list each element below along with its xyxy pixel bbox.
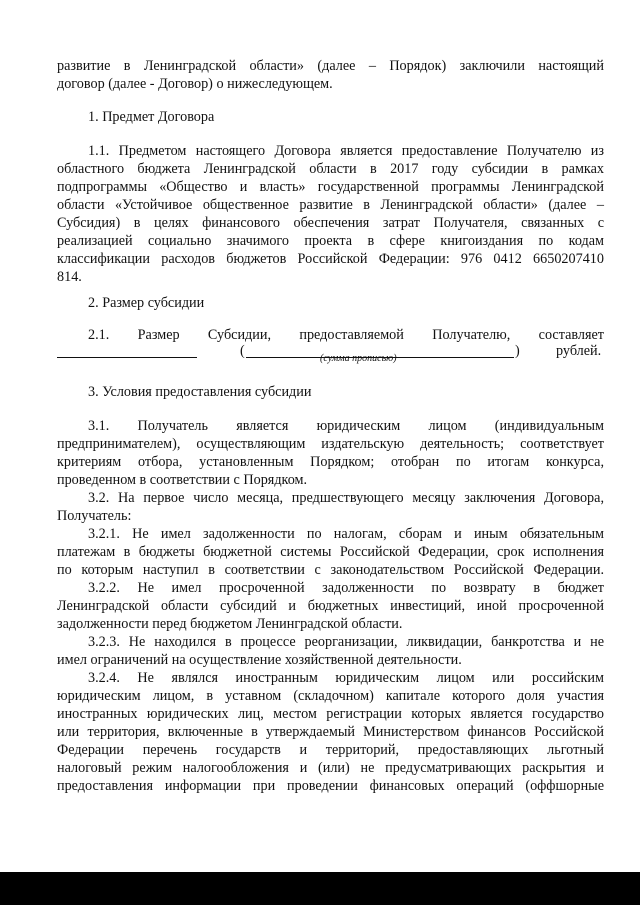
currency-label: рублей.: [556, 343, 602, 359]
text-line: налоговый режим налогообложения и (или) не предусматривающих раскрытия и: [57, 760, 604, 776]
text-line: 3.2. На первое число месяца, предшествующего месяцу заключения Договора,: [88, 490, 604, 506]
section-heading: 1. Предмет Договора: [88, 109, 215, 125]
text-line: реализацией социально значимого проекта в сфере книгоиздания по кодам: [57, 233, 604, 249]
text-line: договор (далее - Договор) о нижеследующем.: [57, 76, 333, 92]
text-line: юридическим лицом, в уставном (складочном) капитале которого доля участия: [57, 688, 604, 704]
text-line: Федерации перечень государств и территорий, предоставляющих льготный: [57, 742, 604, 758]
text-line: платежам в бюджеты бюджетной системы Российской Федерации, срок исполнения: [57, 544, 604, 560]
text-line: имел ограничений на осуществление хозяйственной деятельности.: [57, 652, 462, 668]
text-line: развитие в Ленинградской области» (далее – Порядок) заключили настоящий: [57, 58, 604, 74]
text-line: подпрограммы «Общество и власть» государственной программы Ленинградской: [57, 179, 604, 195]
text-line: 3.2.3. Не находился в процессе реорганизации, ликвидации, банкротства и не: [88, 634, 604, 650]
blank-amount-line: [57, 357, 197, 358]
scan-bottom-border: [0, 872, 640, 905]
text-line: предпринимателем), осуществляющим издательскую деятельность; соответствует: [57, 436, 604, 452]
close-paren: ): [515, 343, 520, 359]
text-line: классификации расходов бюджетов Российской Федерации: 976 0412 6650207410: [57, 251, 604, 267]
text-line: иностранных юридических лиц, местом регистрации которых является государство: [57, 706, 604, 722]
section-heading: 3. Условия предоставления субсидии: [88, 384, 312, 400]
text-line: 3.2.2. Не имел просроченной задолженности по возврату в бюджет: [88, 580, 604, 596]
text-line: области «Устойчивое общественное развитие в Ленинградской области» (далее –: [57, 197, 604, 213]
text-line: областного бюджета Ленинградской области в 2017 году субсидии в рамках: [57, 161, 604, 177]
text-line: 3.2.1. Не имел задолженности по налогам, сборам и иным обязательным: [88, 526, 604, 542]
text-line: 2.1. Размер Субсидии, предоставляемой Получателю, составляет: [88, 327, 604, 343]
text-line: по которым наступил в соответствии с законодательством Российской Федерации.: [57, 562, 604, 578]
text-line: задолженности перед бюджетом Ленинградской области.: [57, 616, 403, 632]
text-line: 3.1. Получатель является юридическим лицом (индивидуальным: [88, 418, 604, 434]
text-line: или территория, включенные в утверждаемый Министерством финансов Российской: [57, 724, 604, 740]
text-line: Получатель:: [57, 508, 132, 524]
section-heading: 2. Размер субсидии: [88, 295, 205, 311]
text-line: 3.2.4. Не являлся иностранным юридическим лицом или российским: [88, 670, 604, 686]
amount-caption: (сумма прописью): [320, 353, 397, 364]
open-paren: (: [240, 343, 245, 359]
text-line: 814.: [57, 269, 82, 285]
text-line: Субсидия) в целях финансового обеспечения затрат Получателя, связанных с: [57, 215, 604, 231]
text-line: предоставления информации при проведении финансовых операций (оффшорные: [57, 778, 604, 794]
text-line: критериям отбора, установленным Порядком; отобран по итогам конкурса,: [57, 454, 604, 470]
text-line: Ленинградской области субсидий и бюджетных инвестиций, иной просроченной: [57, 598, 604, 614]
text-line: 1.1. Предметом настоящего Договора является предоставление Получателю из: [88, 143, 604, 159]
text-line: проведенном в соответствии с Порядком.: [57, 472, 308, 488]
